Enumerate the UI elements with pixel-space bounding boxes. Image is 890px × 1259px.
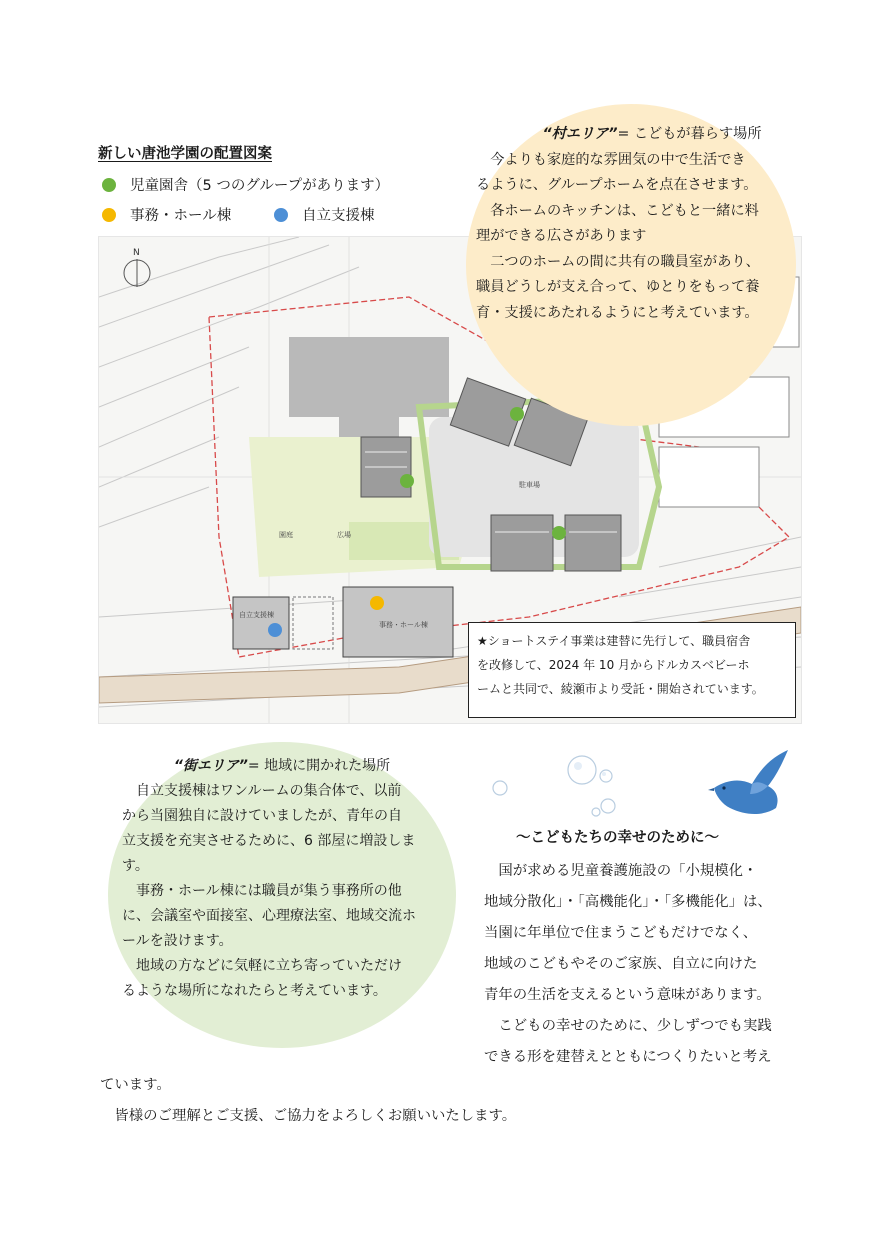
paragraph-line: 各ホームのキッチンは、こどもと一緒に料: [476, 202, 759, 219]
legend-label: 自立支援棟: [302, 208, 375, 224]
paragraph-line: できる形を建替えとともにつくりたいと考え: [484, 1049, 772, 1065]
green-dot-icon: [400, 474, 414, 488]
paragraph-line: こどもの幸せのために、少しずつでも実践: [484, 1018, 772, 1034]
paragraph-line: 事務・ホール棟には職員が集う事務所の他: [122, 883, 402, 899]
paragraph-line: 職員どうしが支え合って、ゆとりをもって養: [476, 279, 760, 295]
paragraph-line: 皆様のご理解とご支援、ご協力をよろしくお願いいたします。: [100, 1108, 517, 1124]
note-line: ★ショートステイ事業は建替に先行して、職員宿舎: [477, 634, 751, 648]
paragraph-line: 自立支援棟はワンルームの集合体で、以前: [122, 783, 402, 799]
paragraph-line: 地域分散化」・「高機能化」・「多機能化」は、: [484, 894, 772, 910]
short-stay-note: [468, 622, 796, 718]
plan-label: 駐車場: [519, 481, 540, 489]
happiness-title: ～こどもたちの幸せのために～: [516, 830, 719, 846]
legend-label: 事務・ホール棟: [130, 208, 232, 224]
paragraph-line: 二つのホームの間に共有の職員室があり、: [476, 253, 760, 270]
town-area-text: [122, 754, 442, 1004]
green-dot-icon: [552, 526, 566, 540]
paragraph-line: ールを設けます。: [122, 933, 233, 949]
legend-item-independence: [274, 204, 375, 225]
legend-item-office-hall: [102, 204, 231, 225]
note-line: ームと共同で、綾瀬市より受託・開始されています。: [477, 682, 764, 696]
yellow-dot-icon: [102, 208, 116, 222]
paragraph-line: 地域の方などに気軽に立ち寄っていただけ: [122, 958, 402, 974]
paragraph-line: 当園に年単位で住まうこどもだけでなく、: [484, 925, 758, 941]
plan-label: 園庭: [279, 531, 293, 539]
village-heading: [476, 122, 798, 148]
happiness-text: [484, 856, 812, 1073]
paragraph-line: ています。: [100, 1077, 171, 1093]
village-title: “村エリア”: [542, 126, 618, 142]
blue-dot-icon: [268, 623, 282, 637]
paragraph-line: 今よりも家庭的な雰囲気の中で生活でき: [476, 151, 746, 168]
paragraph-line: 地域のこどもやそのご家族、自立に向けた: [484, 956, 758, 972]
town-subtitle: = 地域に開かれた場所: [247, 758, 391, 774]
north-label: N: [133, 248, 140, 258]
paragraph-line: 青年の生活を支えるという意味があります。: [484, 987, 771, 1003]
plan-label: 事務・ホール棟: [379, 621, 428, 629]
yellow-dot-icon: [370, 596, 384, 610]
paragraph-line: 育・支援にあたれるようにと考えています。: [476, 304, 759, 321]
legend-title: 新しい唐池学園の配置図案: [98, 146, 272, 162]
legend-item-children-house: [102, 174, 389, 195]
paragraph-line: るような場所になれたらと考えています。: [122, 983, 387, 999]
town-heading: [122, 754, 442, 779]
village-subtitle: = こどもが暮らす場所: [617, 126, 762, 142]
blue-dot-icon: [274, 208, 288, 222]
bluebird-icon: [706, 750, 796, 820]
paragraph-line: す。: [122, 858, 149, 874]
plan-label: 広場: [337, 531, 351, 539]
paragraph-line: に、会議室や面接室、心理療法室、地域交流ホ: [122, 908, 416, 924]
bubbles-illustration: [486, 748, 626, 828]
plan-label: 自立支援棟: [239, 611, 274, 619]
paragraph-line: 理ができる広さがあります: [476, 228, 647, 244]
paragraph-line: から当園独自に設けていましたが、青年の自: [122, 808, 402, 824]
paragraph-line: 立支援を充実させるために、6 部屋に増設しま: [122, 833, 416, 849]
legend-label: 児童園舎（5 つのグループがあります）: [130, 178, 390, 194]
town-title: “街エリア”: [173, 758, 248, 774]
green-dot-icon: [510, 407, 524, 421]
paragraph-line: 国が求める児童養護施設の「小規模化・: [484, 863, 758, 879]
green-dot-icon: [102, 178, 116, 192]
village-area-text: [476, 122, 798, 326]
note-line: を改修して、2024 年 10 月からドルカスベビーホ: [477, 658, 750, 672]
closing-text: [100, 1070, 820, 1132]
paragraph-line: るように、グループホームを点在させます。: [476, 177, 758, 193]
